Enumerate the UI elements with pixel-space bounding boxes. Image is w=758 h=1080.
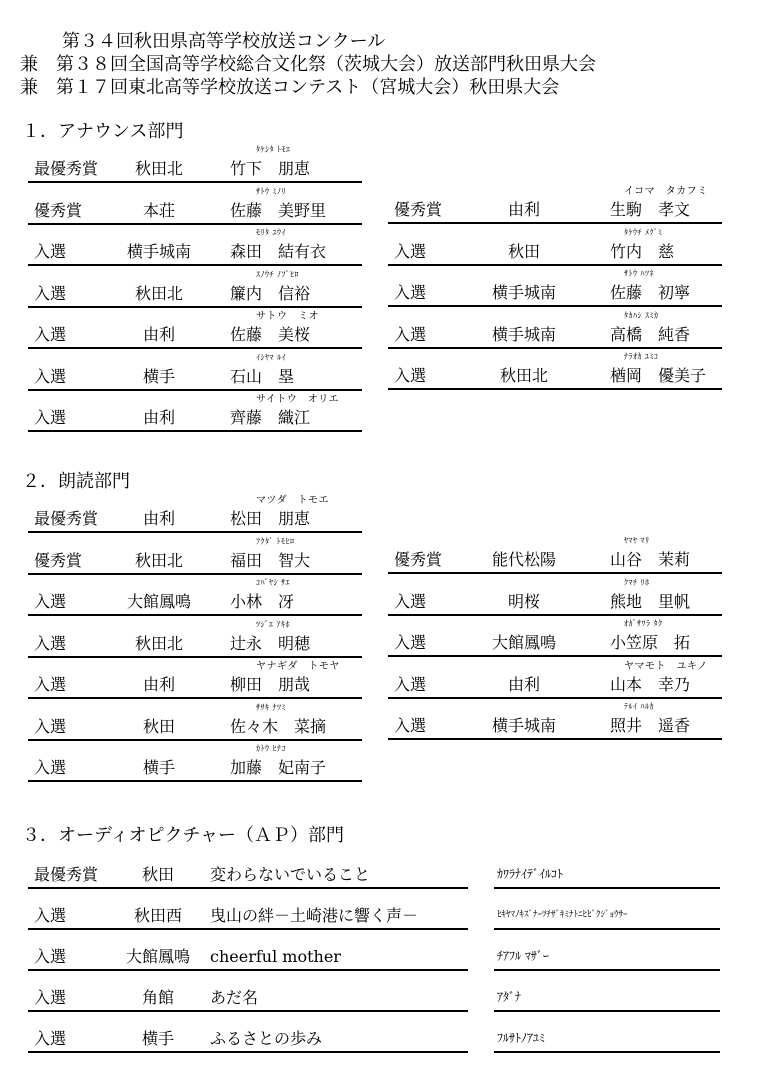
name-kana: ﾀｶﾊｼ ｽﾐｶ: [624, 310, 659, 320]
school-name: 横手城南: [491, 283, 556, 302]
row-underline: [28, 928, 468, 930]
award-label: 優秀賞: [34, 200, 83, 220]
school-name: 明桜: [507, 591, 540, 611]
row-underline: [28, 531, 362, 533]
award-label: 入選: [34, 906, 67, 925]
school-name: 横手: [141, 1029, 174, 1048]
name-kana: ｻﾄｳ ﾊﾂﾈ: [624, 269, 655, 278]
school-name: 大館鳳鳴: [491, 633, 556, 652]
award-label: 入選: [394, 366, 427, 385]
name-kana: ｽﾉｳﾁ ﾉﾌﾞﾋﾛ: [256, 269, 300, 279]
award-label: 入選: [394, 633, 427, 652]
name-kana: ﾃﾙｲ ﾊﾙｶ: [624, 702, 655, 711]
name-kana: ｶﾄｳ ﾋﾅｺ: [256, 744, 287, 753]
name-kana: ﾀｹｳﾁ ﾒｸﾞﾐ: [624, 227, 663, 237]
school-name: 大館鳳鳴: [126, 592, 191, 611]
award-label: 入選: [394, 674, 427, 694]
award-label: 入選: [34, 325, 67, 344]
work-title-kana: ｱﾀﾞﾅ: [497, 990, 522, 1004]
section-heading-ap: ３．オーディオピクチャー（ＡＰ）部門: [22, 825, 345, 846]
award-label: 優秀賞: [394, 200, 443, 219]
school-name: 秋田: [142, 716, 175, 736]
student-name: 小笠原 拓: [610, 633, 691, 652]
student-name: 佐藤 初寧: [610, 283, 691, 302]
award-label: 入選: [34, 633, 67, 653]
section-heading-announce: １．アナウンス部門: [22, 121, 184, 142]
work-title: 曳山の絆－土崎港に響く声－: [210, 906, 419, 925]
contest-title-3: 兼 第１７回東北高等学校放送コンテスト（宮城大会）秋田県大会: [20, 77, 560, 98]
row-underline: [388, 264, 722, 266]
school-name: 秋田西: [133, 906, 182, 925]
school-name: 秋田北: [134, 159, 183, 178]
award-label: 優秀賞: [34, 550, 83, 570]
school-name: 本荘: [142, 200, 175, 220]
name-kana: ｲｼﾔﾏ ﾙｲ: [256, 352, 287, 362]
row-underline: [388, 305, 722, 307]
name-kana: ﾀｹｼﾀ ﾄﾓｴ: [256, 145, 291, 154]
work-title-kana: ﾋｷﾔﾏﾉｷｽﾞﾅｰﾂﾁｻﾞｷﾐﾅﾄﾆﾋﾋﾞｸｼﾞｮｳｻｰ: [497, 910, 628, 920]
name-kana: ｺﾊﾞﾔｼ ｻｴ: [256, 578, 291, 587]
row-underline: [494, 887, 720, 889]
award-label: 最優秀賞: [34, 159, 99, 178]
row-underline: [388, 347, 722, 349]
award-label: 入選: [34, 988, 67, 1007]
student-name: 松田 朋恵: [230, 509, 311, 528]
student-name: 高橋 純香: [610, 324, 691, 344]
school-name: 横手城南: [491, 716, 556, 735]
student-name: 照井 遥香: [610, 716, 691, 735]
student-name: 佐々木 菜摘: [230, 716, 327, 736]
award-label: 入選: [34, 408, 67, 427]
name-kana: サイトウ オリエ: [256, 394, 340, 405]
contest-title-2: 兼 第３８回全国高等学校総合文化祭（茨城大会）放送部門秋田県大会: [20, 54, 596, 75]
student-name: 齊藤 織江: [230, 408, 311, 427]
name-kana: ﾓﾘﾀ ﾕｳｲ: [256, 228, 287, 237]
student-name: 加藤 妃南子: [230, 758, 327, 777]
student-name: 楢岡 優美子: [610, 366, 707, 385]
student-name: 簾内 信裕: [230, 283, 311, 303]
school-name: 秋田北: [134, 633, 183, 653]
row-underline: [28, 1051, 468, 1053]
row-underline: [494, 969, 720, 971]
student-name: 山谷 茉莉: [610, 550, 691, 569]
row-underline: [28, 306, 362, 308]
row-underline: [28, 697, 362, 699]
award-label: 入選: [34, 716, 67, 736]
name-kana: ｵｶﾞｻﾜﾗ ﾀｸ: [624, 619, 663, 628]
student-name: 竹下 朋恵: [230, 159, 311, 178]
award-label: 入選: [394, 324, 427, 344]
work-title-kana: ｶﾜﾗﾅｲﾃﾞｲﾙｺﾄ: [497, 867, 564, 881]
row-underline: [28, 969, 468, 971]
row-underline: [28, 430, 362, 432]
row-underline: [388, 388, 722, 390]
row-underline: [28, 887, 468, 889]
award-label: 入選: [34, 1029, 67, 1048]
name-kana: マツダ トモエ: [256, 495, 330, 506]
name-kana: ﾔﾏﾔ ﾏﾘ: [624, 536, 650, 545]
name-kana: ヤマモト ユキノ: [624, 660, 708, 672]
school-name: 秋田北: [134, 283, 183, 303]
school-name: 由利: [142, 509, 175, 528]
work-title: cheerful mother: [210, 947, 341, 966]
name-kana: ｻｻｷ ﾅﾂﾐ: [256, 702, 287, 712]
row-underline: [28, 347, 362, 349]
school-name: 由利: [507, 200, 540, 219]
award-label: 入選: [394, 591, 427, 611]
student-name: 山本 幸乃: [610, 674, 691, 694]
row-underline: [28, 614, 362, 616]
student-name: 小林 冴: [230, 592, 295, 611]
name-kana: ﾂｼﾞｴ ｱｷﾎ: [256, 619, 291, 629]
name-kana: サトウ ミオ: [256, 311, 319, 322]
name-kana: ﾌｸﾀﾞ ﾄﾓﾋﾛ: [256, 536, 295, 546]
award-label: 入選: [34, 283, 67, 303]
work-title-kana: ﾁｱﾌﾙ ﾏｻﾞｰ: [497, 949, 549, 963]
student-name: 辻永 明穂: [230, 633, 311, 653]
row-underline: [388, 738, 722, 740]
award-label: 入選: [34, 947, 67, 966]
name-kana: ｸﾏﾁ ﾘﾎ: [624, 577, 650, 587]
row-underline: [28, 573, 362, 575]
work-title: 変わらないでいること: [210, 865, 371, 884]
contest-title-1: 第３４回秋田県高等学校放送コンクール: [62, 31, 386, 52]
student-name: 森田 結有衣: [230, 242, 327, 261]
school-name: 能代松陽: [491, 550, 556, 569]
award-label: 入選: [34, 366, 67, 386]
school-name: 秋田北: [134, 550, 183, 570]
award-label: 入選: [394, 241, 427, 261]
work-title: あだ名: [210, 988, 259, 1007]
award-label: 入選: [34, 592, 67, 611]
name-kana: ﾅﾗｵｶ ﾕﾐｺ: [624, 352, 659, 361]
name-kana: イコマ タカフミ: [624, 186, 708, 197]
section-heading-reading: ２．朗読部門: [22, 471, 130, 492]
student-name: 柳田 朋哉: [230, 675, 311, 694]
award-label: 最優秀賞: [34, 509, 99, 528]
row-underline: [28, 656, 362, 658]
student-name: 熊地 里帆: [610, 591, 691, 611]
school-name: 横手: [142, 758, 175, 777]
row-underline: [388, 614, 722, 616]
school-name: 秋田: [141, 865, 174, 884]
name-kana: ｻﾄｳ ﾐﾉﾘ: [256, 186, 287, 196]
row-underline: [28, 389, 362, 391]
row-underline: [28, 223, 362, 225]
student-name: 生駒 孝文: [610, 200, 691, 219]
school-name: 横手城南: [126, 242, 191, 261]
school-name: 横手城南: [491, 324, 556, 344]
row-underline: [388, 697, 722, 699]
row-underline: [494, 1010, 720, 1012]
work-title-kana: ﾌﾙｻﾄﾉｱﾕﾐ: [497, 1031, 546, 1045]
row-underline: [28, 1010, 468, 1012]
row-underline: [28, 780, 362, 782]
award-label: 優秀賞: [394, 550, 443, 569]
row-underline: [28, 739, 362, 741]
school-name: 由利: [507, 674, 540, 694]
award-label: 入選: [34, 242, 67, 261]
student-name: 佐藤 美桜: [230, 325, 311, 344]
award-label: 入選: [34, 758, 67, 777]
row-underline: [494, 1051, 720, 1053]
award-label: 入選: [394, 716, 427, 735]
school-name: 角館: [141, 988, 174, 1007]
row-underline: [388, 222, 722, 224]
school-name: 秋田: [507, 241, 540, 261]
school-name: 秋田北: [499, 366, 548, 385]
school-name: 横手: [142, 366, 175, 386]
name-kana: ヤナギダ トモヤ: [256, 661, 340, 672]
school-name: 由利: [142, 408, 175, 427]
student-name: 福田 智大: [230, 550, 311, 570]
award-label: 入選: [394, 283, 427, 302]
row-underline: [388, 655, 722, 657]
row-underline: [28, 264, 362, 266]
school-name: 由利: [142, 675, 175, 694]
student-name: 佐藤 美野里: [230, 200, 327, 220]
row-underline: [388, 572, 722, 574]
row-underline: [494, 928, 720, 930]
student-name: 竹内 慈: [610, 241, 675, 261]
school-name: 由利: [142, 325, 175, 344]
award-label: 最優秀賞: [34, 865, 99, 884]
award-label: 入選: [34, 675, 67, 694]
row-underline: [28, 181, 362, 183]
student-name: 石山 塁: [230, 366, 295, 386]
work-title: ふるさとの歩み: [210, 1029, 323, 1048]
school-name: 大館鳳鳴: [125, 947, 190, 966]
